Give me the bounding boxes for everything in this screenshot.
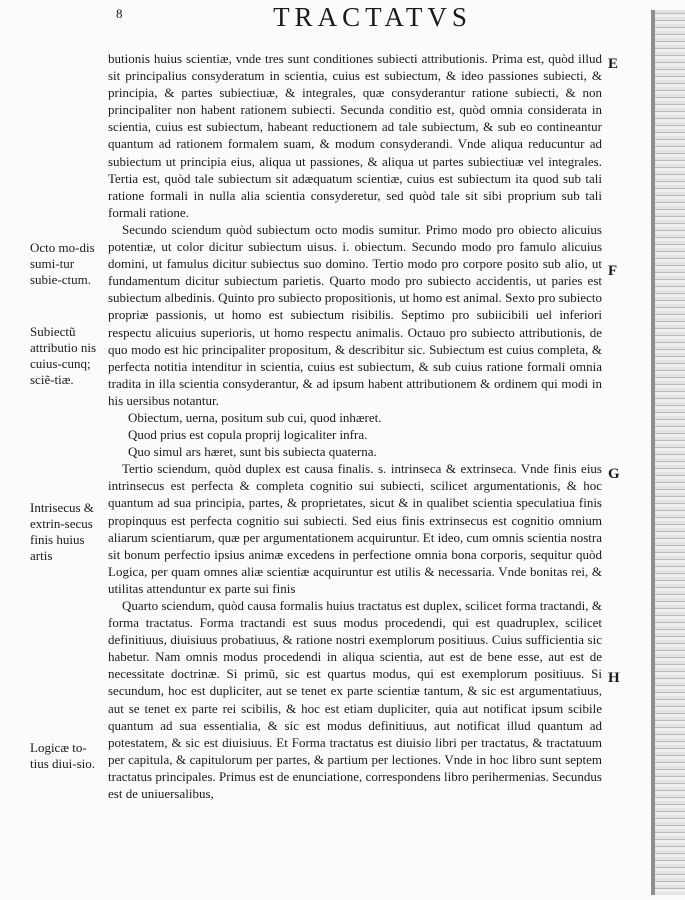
verse-line-3: Quo simul ars hæret, sunt bis subiecta quaterna. [128, 444, 377, 460]
page-edge-strip [651, 10, 685, 895]
page-number: 8 [116, 6, 123, 21]
verse-line-2: Quod prius est copula proprij logicaliter infra. [128, 427, 368, 443]
margin-note-subiectum-attributionis: Subiectũ attributio nis cuius-cunq; sciẽ-tiæ. [30, 324, 97, 387]
margin-letter-e: E [608, 56, 619, 72]
margin-note-octo-modis: Octo mo-dis sumi-tur subie-ctum. [30, 240, 95, 287]
paragraph-causa-finalis: Tertio sciendum, quòd duplex est causa finalis. s. intrinseca & extrinseca. Vnde finis eius intrinsecus est perfecta & completa cognitio sui subiecti, scilicet argumentationis, & hoc quantum ad sua principia, partes, & proprietates, sicut & in qualibet scientia speculatiua finis propinquus est perfecta cognitio sui subiecti. Sed eius finis extrinsecus est cognitio omnium aliarum scientiarum, quæ per argumentationem acquiruntur. Et ideo, cum omnis scientia nostra sit bonum perfectio ipsius animæ excedens in perfectione omnia bona corporis, sequitur quòd Logica, per quam omnes aliæ scientiæ acquiruntur est utilis & necessaria. Vnde bonitas rei, & utilitas attenduntur ex parte sui finis [108, 461, 602, 596]
running-head: TRACTATVS [273, 2, 472, 32]
margin-note-logicae-divisio: Logicæ to-tius diui-sio. [30, 740, 96, 771]
margin-letter-g: G [608, 466, 620, 482]
paragraph-causa-formalis: Quarto sciendum, quòd causa formalis huius tractatus est duplex, scilicet forma tractandi, & forma tractatus. Forma tractandi est suus modus procedendi, qui est quadruplex, scilicet definitiuus, diuisiuus probatiuus, & ratione nostri exemplorum positiuus. Cuius sufficientia sic habetur. Nam omnis modus procedendi in aliqua scientia, aut est de bene esse, aut est de necessitate doctrinæ. Si primũ, sic est quartus modus, qui est exemplorum positiuus. Si secundum, hoc est dupliciter, aut se tenet ex parte scientiæ tantum, & sic est argumentatiuus, aut se tenet ex parte rei scibilis, & hoc est etiam dupliciter, quia aut notificat ipsum scibile quantum ad sua essentialia, & sic est modus definitiuus, aut notificat illud quantum ad potestatem, & sic est diuisiuus. Et Forma tractatus est diuisio libri per tractatus, & tractatuum per capitula, & capitulorum per partes, & partium per lectiones. Vnde in hoc libro sunt septem tractatus principales. Primus est de enunciatione, correspondens libro perihermenias. Secundus est de uniuersalibus, [108, 598, 602, 802]
margin-letter-h: H [608, 670, 620, 686]
margin-note-finis: Intrisecus & extrin-secus finis huius artis [30, 500, 94, 563]
verse-line-1: Obiectum, uerna, positum sub cui, quod inhæret. [128, 409, 382, 425]
margin-letter-f: F [608, 263, 618, 279]
paragraph-octo-modis: Secundo sciendum quòd subiectum octo modis sumitur. Primo modo pro obiecto alicuius potentiæ, ut color dicitur subiectum uisus. i. obiectum. Secundo modo pro famulo alicuius domini, ut famulus dicitur subiectus suo domino. Tertio modo pro corpore posito sub alio, ut fundamentum dicitur subiectum parietis. Quarto modo pro subiecto accidentis, ut paries est subiectum albedinis. Quinto pro subiecto propositionis, ut homo est animal. Sexto pro subiecto propriæ passionis, ut homo est subiectum risibilis. Septimo pro subiicibili uel inferiori respectu alicuius superioris, ut homo respectu animalis. Octauo pro subiecto attributionis, de quo modo est hic principaliter propositum, & describitur sic. Subiectum est cuius completa, & perfecta notitia intenditur in scientia, cuius est subiectum, & sub cuius ratione formali omnia tradita in illa scientia consyderantur, & ad ipsum habent attributionem & ordinem qui modi in his uersibus notantur. [108, 221, 602, 408]
body-text [108, 50, 602, 802]
paragraph-subiectum-conditiones: butionis huius scientiæ, vnde tres sunt conditiones subiecti attributionis. Prima est, quòd illud sit principalius consyderatum in scientia, cuius est subiectum, & ideo passiones subiecti, & principia, & partes subiectiuæ, & integrales, quæ consyderantur ratione subiecti, & non principaliter non habent rationem subiecti. Secunda conditio est, quòd omnia considerata in scientia, cuius est subiectum, habeant reductionem ad tale subiectum, & sub eo contineantur quantum ad rationem formalem suam, & modum consyderandi. Vnde aliqua reducuntur ad subiectum ut principia eius, aliqua ut passiones, & aliqua ut partes subiectiuæ vel integrales. Tertia est, quòd tale subiectum sit adæquatum scientiæ, cuius est subiectum ita quod sub tali ratione formali in nulla alia scientia consyderetur, sed quòd tale sit sibi proprium sub tali formali ratione. [108, 51, 602, 220]
